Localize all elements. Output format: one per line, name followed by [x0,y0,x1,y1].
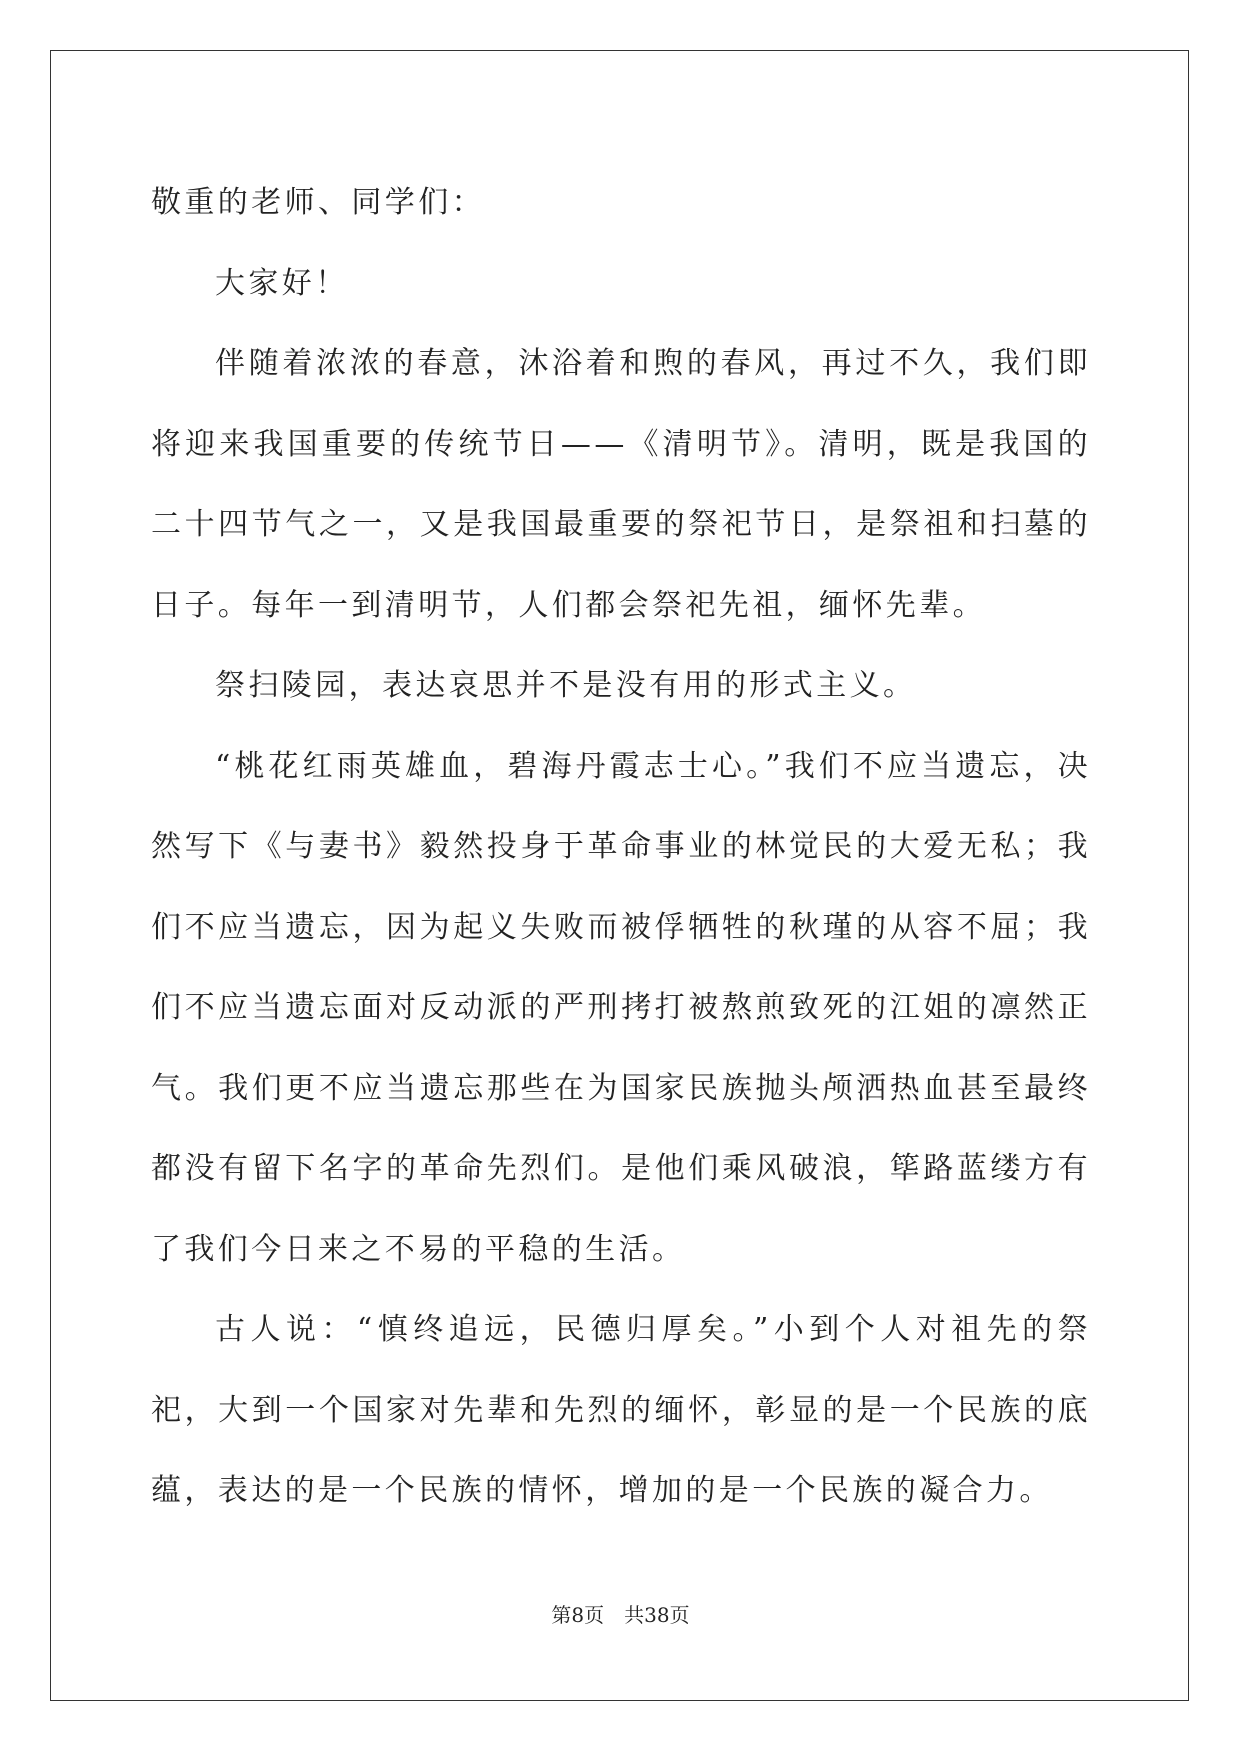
body-paragraph: 祭扫陵园，表达哀思并不是没有用的形式主义。 [215,668,917,703]
document-body [151,163,1091,1532]
page-footer [0,1603,1241,1627]
greeting-paragraph: 大家好！ [215,265,349,301]
page-number: 第8页 [551,1603,605,1627]
body-paragraph: “桃花红雨英雄血，碧海丹霞志士心。”我们不应当遗忘，决然写下《与妻书》毅然投身于革命事业的林觉民的大爱无私；我们不应当遗忘，因为起义失败而被俘牺牲的秋瑾的从容不屈；我们不应当遗忘面对反动派的严刑拷打被熬煎致死的江姐的凛然正气。我们更不应当遗忘那些在为国家民族抛头颅洒热血甚至最终都没有留下名字的革命先烈们。是他们乘风破浪，筚路蓝缕方有了我们今日来之不易的平稳的生活。 [151,748,1091,1267]
body-paragraph: 古人说：“慎终追远，民德归厚矣。”小到个人对祖先的祭祀，大到一个国家对先辈和先烈的缅怀，彰显的是一个民族的底蕴，表达的是一个民族的情怀，增加的是一个民族的凝合力。 [151,1312,1091,1508]
salutation-paragraph: 敬重的老师、同学们： [151,185,485,220]
body-paragraph: 伴随着浓浓的春意，沐浴着和煦的春风，再过不久，我们即将迎来我国重要的传统节日——《清明节》。清明，既是我国的二十四节气之一，又是我国最重要的祭祀节日，是祭祖和扫墓的日子。每年一到清明节，人们都会祭祀先祖，缅怀先辈。 [151,346,1091,623]
page-total: 共38页 [624,1603,690,1627]
